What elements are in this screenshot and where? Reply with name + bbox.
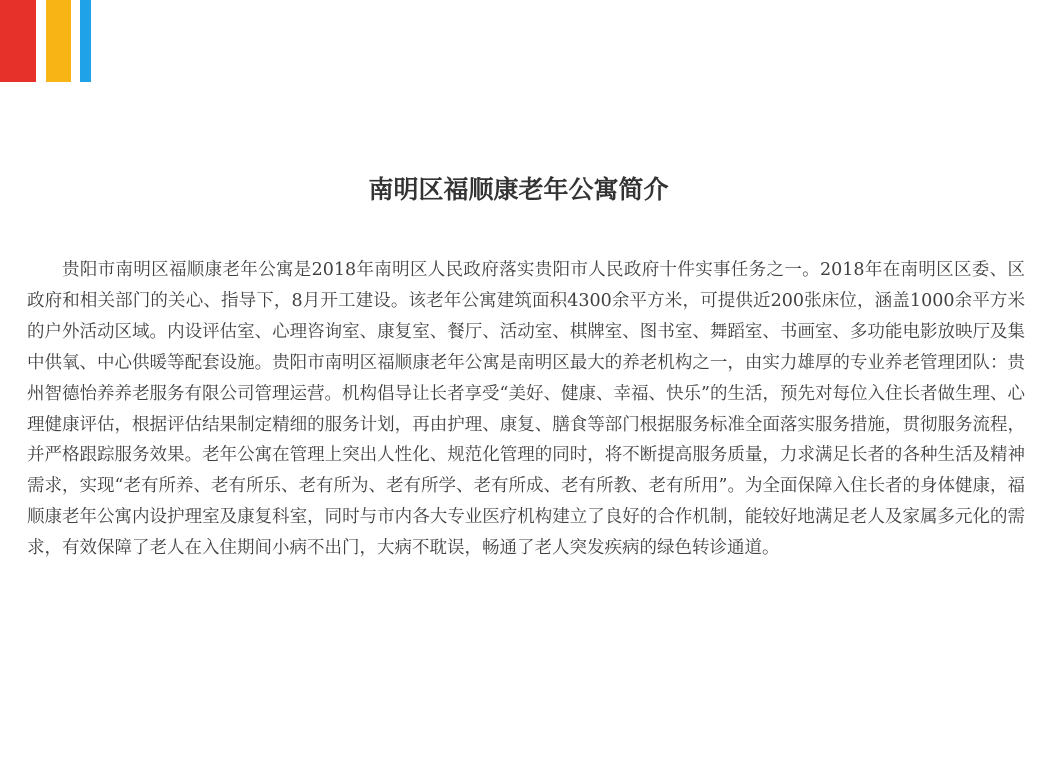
intro-paragraph: 贵阳市南明区福顺康老年公寓是2018年南明区人民政府落实贵阳市人民政府十件实事任务之一。2018年在南明区区委、区政府和相关部门的关心、指导下，8月开工建设。该老年公寓建筑面积4300余平方米，可提供近200张床位，涵盖1000余平方米的户外活动区域。内设评估室、心理咨询室、康复室、餐厅、活动室、棋牌室、图书室、舞蹈室、书画室、多功能电影放映厅及集中供氧、中心供暖等配套设施。贵阳市南明区福顺康老年公寓是南明区最大的养老机构之一，由实力雄厚的专业养老管理团队：贵州智德怡养养老服务有限公司管理运营。机构倡导让长者享受“美好、健康、幸福、快乐”的生活，预先对每位入住长者做生理、心理健康评估，根据评估结果制定精细的服务计划，再由护理、康复、膳食等部门根据服务标准全面落实服务措施，贯彻服务流程，并严格跟踪服务效果。老年公寓在管理上突出人性化、规范化管理的同时，将不断提高服务质量，力求满足长者的各种生活及精神需求，实现“老有所养、老有所乐、老有所为、老有所学、老有所成、老有所教、老有所用”。为全面保障入住长者的身体健康，福顺康老年公寓内设护理室及康复科室，同时与市内各大专业医疗机构建立了良好的合作机制，能较好地满足老人及家属多元化的需求，有效保障了老人在入住期间小病不出门，大病不耽误，畅通了老人突发疾病的绿色转诊通道。 (27, 260, 1025, 559)
yellow-accent-bar (46, 0, 71, 82)
page-title: 南明区福顺康老年公寓简介 (368, 175, 669, 204)
blue-accent-bar (80, 0, 91, 82)
red-accent-bar (0, 0, 36, 82)
